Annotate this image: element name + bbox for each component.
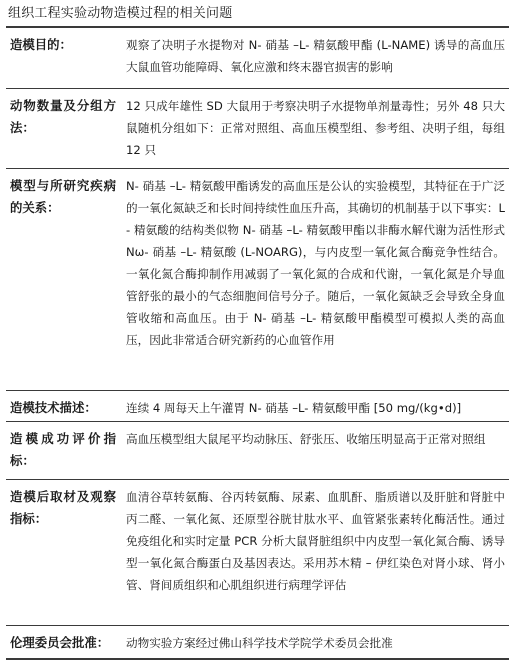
row-content-technique: 连续 4 周每天上午灌胃 N- 硝基 –L- 精氨酸甲酯 [50 mg/(kg•d)] <box>126 401 462 415</box>
table-row <box>6 391 509 422</box>
table-row <box>6 169 509 391</box>
row-label-model-relation: 模型与所研究疾病的关系： <box>10 178 116 215</box>
table-row <box>6 28 509 89</box>
row-label-observation: 造模后取材及观察指标： <box>10 489 116 526</box>
row-content-purpose: 观察了决明子水提物对 N- 硝基 –L- 精氨酸甲酯 (L-NAME) 诱导的高血压大鼠血管功能障碍、氧化应激和终末器官损害的影响 <box>126 38 505 74</box>
row-content-model-relation: N- 硝基 –L- 精氨酸甲酯诱发的高血压是公认的实验模型，其特征在于广泛的一氧化氮缺乏和长时间持续性血压升高，其确切的机制基于以下事实：L- 精氨酸的结构类似物 N- 硝基 –L- 精氨酸甲酯以非酶水解代谢为活性形式 Nω- 硝基 –L- 精氨酸 (L-NOARG)，与内皮型一氧化氮合酶竞争性结合。一氧化氮合酶抑制作用减弱了一氧化氮的合成和代谢，一氧化氮是介导血管舒张的最小的气态细胞间信号分子。随后，一氧化氮缺乏会导致全身血管收缩和高血压。由于 N- 硝基 –L- 精氨酸甲酯模型可模拟人类的高血压，因此非常适合研究新药的心血管作用 <box>126 179 505 347</box>
table-row <box>6 480 509 626</box>
table-row <box>6 89 509 169</box>
row-label-evaluation: 造模成功评价指标： <box>10 431 116 468</box>
row-label-purpose: 造模目的： <box>10 37 72 52</box>
row-label-ethics: 伦理委员会批准： <box>10 635 110 650</box>
row-content-observation: 血清谷草转氨酶、谷丙转氨酶、尿素、血肌酐、脂质谱以及肝脏和肾脏中丙二醛、一氧化氮、还原型谷胱甘肽水平、血管紧张素转化酶活性。通过免疫组化和实时定量 PCR 分析大鼠肾脏组织中内皮型一氧化氮合酶、诱导型一氧化氮合酶蛋白及基因表达。采用苏木精 – 伊红染色对肾小球、肾小管、肾间质组织和心肌组织进行病理学评估 <box>126 490 505 592</box>
row-content-animals: 12 只成年雄性 SD 大鼠用于考察决明子水提物单剂量毒性；另外 48 只大鼠随机分组如下：正常对照组、高血压模型组、参考组、决明子组，每组 12 只 <box>126 99 505 157</box>
row-content-evaluation: 高血压模型组大鼠尾平均动脉压、舒张压、收缩压明显高于正常对照组 <box>126 432 486 446</box>
table-row <box>6 626 509 660</box>
row-label-technique: 造模技术描述： <box>10 400 97 415</box>
row-label-animals: 动物数量及分组方法： <box>10 98 116 135</box>
table-title: 组织工程实验动物造模过程的相关问题 <box>6 4 509 28</box>
table-row <box>6 422 509 480</box>
row-content-ethics: 动物实验方案经过佛山科学技术学院学术委员会批准 <box>126 636 393 650</box>
